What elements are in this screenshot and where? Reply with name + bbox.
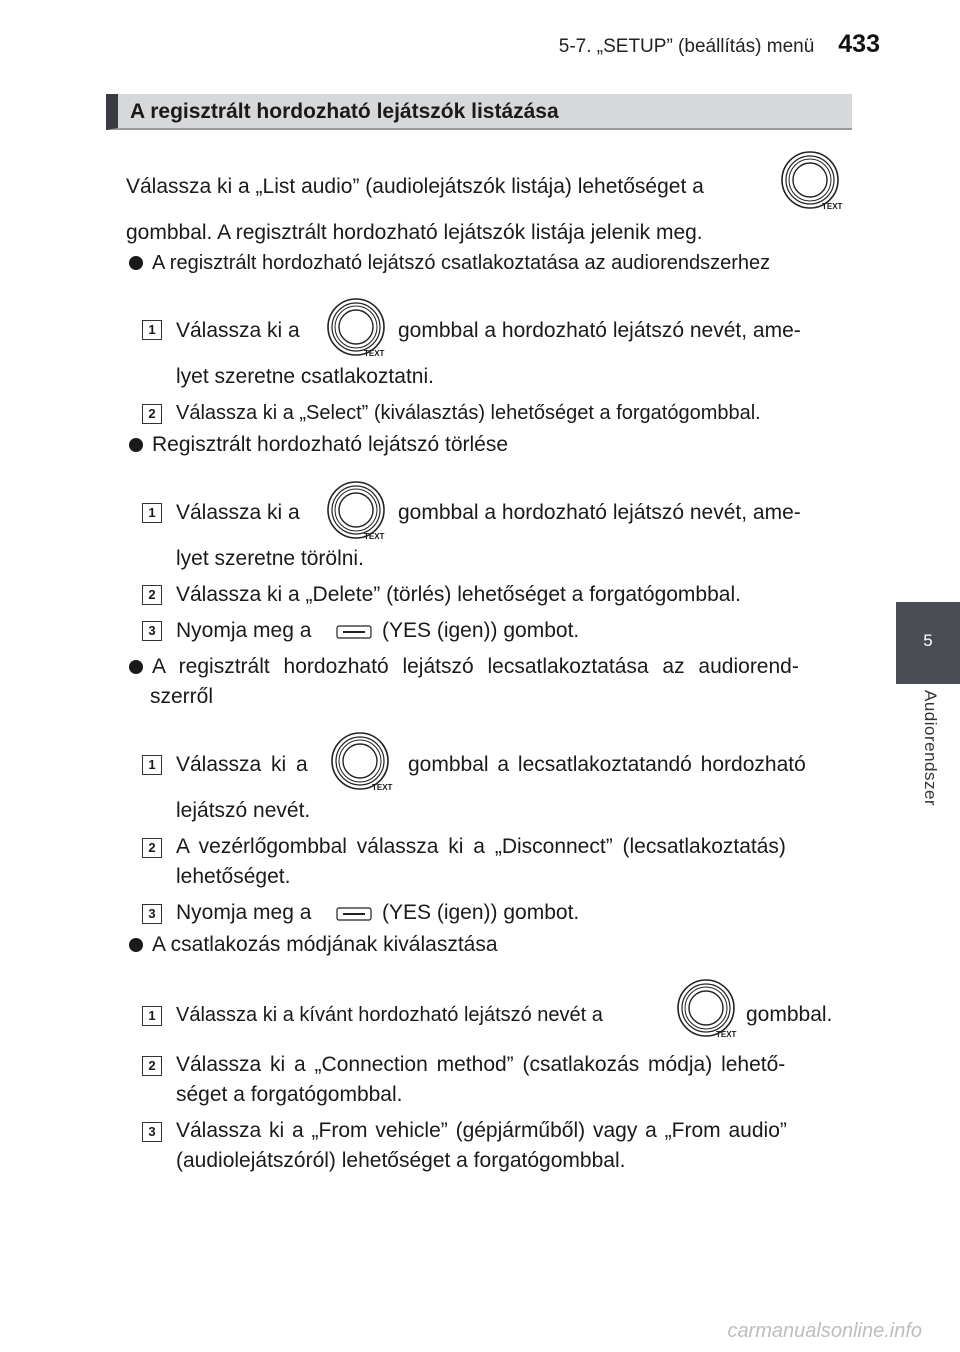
step-text: (YES (igen)) gombot. [382, 901, 580, 924]
bullet-title: A csatlakozás módjának kiválasztása [152, 933, 498, 956]
step-number: 2 [142, 404, 162, 424]
step-text: (YES (igen)) gombot. [382, 619, 580, 642]
bullet-title-line-2: szerről [150, 685, 214, 708]
intro-line-2: gombbal. A regisztrált hordozható lejátszók listája jelenik meg. [126, 221, 703, 244]
step-text: Válassza ki a „Delete” (törlés) lehetőséget a forgatógombbal. [176, 583, 741, 606]
bullet-dot [129, 438, 143, 452]
section-title: A regisztrált hordozható lejátszók listázása [130, 100, 559, 123]
step-text: Válassza ki a „From vehicle” (gépjárműből) vagy a „From audio” [176, 1119, 787, 1142]
knob-text-label: TEXT [364, 349, 385, 358]
step-number: 3 [142, 904, 162, 924]
tune-knob-icon [326, 297, 392, 361]
tune-knob-icon [780, 150, 846, 214]
step-text-cont: lejátszó nevét. [176, 799, 311, 822]
watermark: carmanualsonline.info [727, 1320, 922, 1342]
page-header [559, 30, 880, 59]
step-number: 3 [142, 621, 162, 641]
step-text: A vezérlőgombbal válassza ki a „Disconnect” (lecsatlakoztatás) [176, 835, 786, 858]
step-number: 3 [142, 1122, 162, 1142]
chapter-label: Audiorendszer [921, 690, 940, 807]
yes-button-icon [336, 625, 372, 639]
step-number: 2 [142, 585, 162, 605]
section-heading [106, 94, 852, 130]
step-text-cont: séget a forgatógombbal. [176, 1083, 403, 1106]
knob-text-label: TEXT [364, 532, 385, 541]
step-text-cont: lyet szeretne törölni. [176, 547, 364, 570]
intro-line-1: Válassza ki a „List audio” (audiolejátszók listája) lehetőséget a [126, 175, 704, 198]
knob-text-label: TEXT [372, 783, 393, 792]
section-breadcrumb: 5-7. „SETUP” (beállítás) menü [558, 36, 815, 57]
step-text-cont: lyet szeretne csatlakoztatni. [176, 365, 434, 388]
step-text: Válassza ki a [176, 501, 300, 524]
step-number: 2 [142, 838, 162, 858]
step-text: Nyomja meg a [176, 619, 312, 642]
tune-knob-icon [676, 978, 742, 1042]
step-text: Nyomja meg a [176, 901, 312, 924]
step-text: Válassza ki a [176, 753, 308, 776]
yes-button-icon [336, 907, 372, 921]
step-number: 2 [142, 1056, 162, 1076]
step-text: gombbal a hordozható lejátszó nevét, ame- [398, 501, 801, 524]
step-text: gombbal a hordozható lejátszó nevét, ame- [398, 319, 801, 342]
knob-text-label: TEXT [822, 202, 843, 211]
step-text: gombbal a lecsatlakoztatandó hordozható [408, 753, 806, 776]
step-text: gombbal. [746, 1003, 833, 1026]
step-text: Válassza ki a [176, 319, 300, 342]
step-number: 1 [142, 503, 162, 523]
bullet-title-line-1: A regisztrált hordozható lejátszó lecsatlakoztatása az audiorend- [152, 655, 799, 678]
tune-knob-icon [326, 480, 392, 544]
knob-text-label: TEXT [716, 1030, 737, 1039]
bullet-dot [129, 660, 143, 674]
chapter-tab [896, 602, 960, 684]
step-text-cont: lehetőséget. [176, 865, 291, 888]
step-text-cont: (audiolejátszóról) lehetőséget a forgatógombbal. [176, 1149, 626, 1172]
step-number: 1 [142, 755, 162, 775]
tune-knob-icon [330, 731, 396, 795]
bullet-title [152, 654, 842, 680]
chapter-number: 5 [923, 631, 933, 650]
bullet-dot [129, 256, 143, 270]
step-number: 1 [142, 320, 162, 340]
step-text: Válassza ki a „Connection method” (csatlakozás módja) lehető- [176, 1053, 786, 1076]
page-number: 433 [838, 30, 880, 58]
step-text: Válassza ki a „Select” (kiválasztás) lehetőséget a forgatógombbal. [176, 402, 761, 424]
bullet-title: A regisztrált hordozható lejátszó csatlakoztatása az audiorendszerhez [152, 252, 771, 274]
bullet-dot [129, 938, 143, 952]
step-text: Válassza ki a kívánt hordozható lejátszó nevét a [176, 1004, 603, 1026]
bullet-title: Regisztrált hordozható lejátszó törlése [152, 433, 509, 456]
step-number: 1 [142, 1006, 162, 1026]
